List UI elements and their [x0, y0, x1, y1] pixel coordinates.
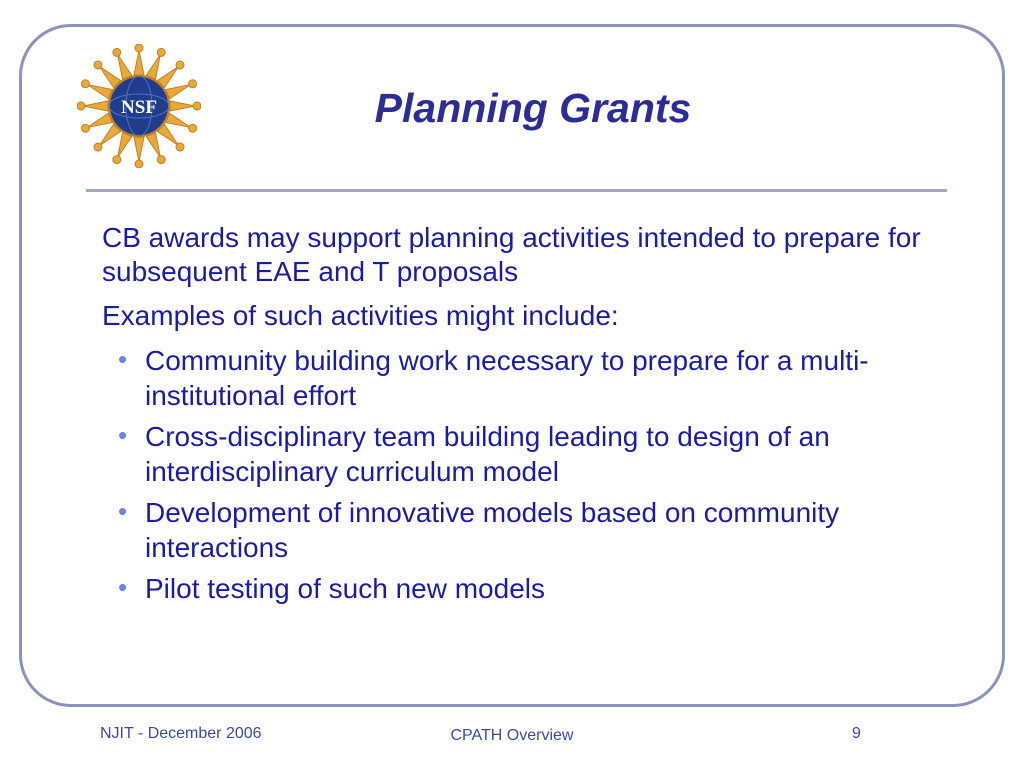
bullet-list — [102, 343, 952, 606]
bullet-item — [102, 571, 952, 606]
logo-figure-head — [189, 80, 197, 88]
logo-figure-head — [81, 124, 89, 132]
logo-ray — [83, 101, 108, 111]
slide-body — [102, 221, 952, 612]
nsf-logo-text: NSF — [121, 97, 157, 118]
logo-figure-head — [113, 156, 121, 164]
bullet-dot-icon: • — [118, 496, 128, 526]
logo-figure-head — [189, 124, 197, 132]
logo-figure-head — [157, 48, 165, 56]
bullet-item — [102, 419, 952, 489]
logo-figure-head — [176, 143, 184, 151]
logo-ray — [118, 54, 132, 79]
bullet-item — [102, 495, 952, 565]
bullet-item — [102, 343, 952, 413]
logo-figure-head — [94, 143, 102, 151]
slide-title: Planning Grants — [374, 85, 692, 131]
logo-ray — [146, 54, 160, 79]
bullet-dot-icon: • — [118, 420, 128, 450]
nsf-logo-icon — [77, 44, 201, 168]
body-paragraph-1: CB awards may support planning activities intended to prepare for subsequent EAE and T proposals — [102, 222, 921, 287]
logo-ray — [146, 133, 160, 158]
bullet-dot-icon: • — [118, 572, 128, 602]
logo-ray — [134, 137, 144, 162]
logo-ray — [118, 133, 132, 158]
bullet-text: Development of innovative models based on community interactions — [145, 497, 840, 563]
logo-ray — [166, 85, 191, 99]
nsf-logo — [77, 44, 201, 168]
logo-figure-head — [157, 156, 165, 164]
logo-ray — [87, 113, 112, 127]
logo-ray — [166, 113, 191, 127]
logo-figure-head — [113, 48, 121, 56]
page-number: 9 — [852, 725, 861, 742]
logo-figure-head — [135, 160, 143, 168]
footer-title: CPATH Overview — [450, 727, 574, 744]
logo-ray — [134, 50, 144, 75]
logo-figure-head — [77, 102, 85, 110]
logo-ray — [87, 85, 112, 99]
bullet-text: Cross-disciplinary team building leading to design of an interdisciplinary curriculum model — [145, 421, 830, 487]
logo-figure-head — [176, 61, 184, 69]
footer-date: NJIT - December 2006 — [100, 725, 262, 742]
bullet-dot-icon: • — [118, 344, 128, 374]
bullet-text: Pilot testing of such new models — [145, 573, 545, 604]
body-paragraph-2: Examples of such activities might include: — [102, 300, 619, 331]
logo-figure-head — [135, 44, 143, 52]
title-divider — [86, 189, 947, 192]
logo-figure-head — [94, 61, 102, 69]
logo-figure-head — [81, 80, 89, 88]
bullet-text: Community building work necessary to prepare for a multi-institutional effort — [145, 345, 869, 411]
logo-ray — [170, 101, 195, 111]
